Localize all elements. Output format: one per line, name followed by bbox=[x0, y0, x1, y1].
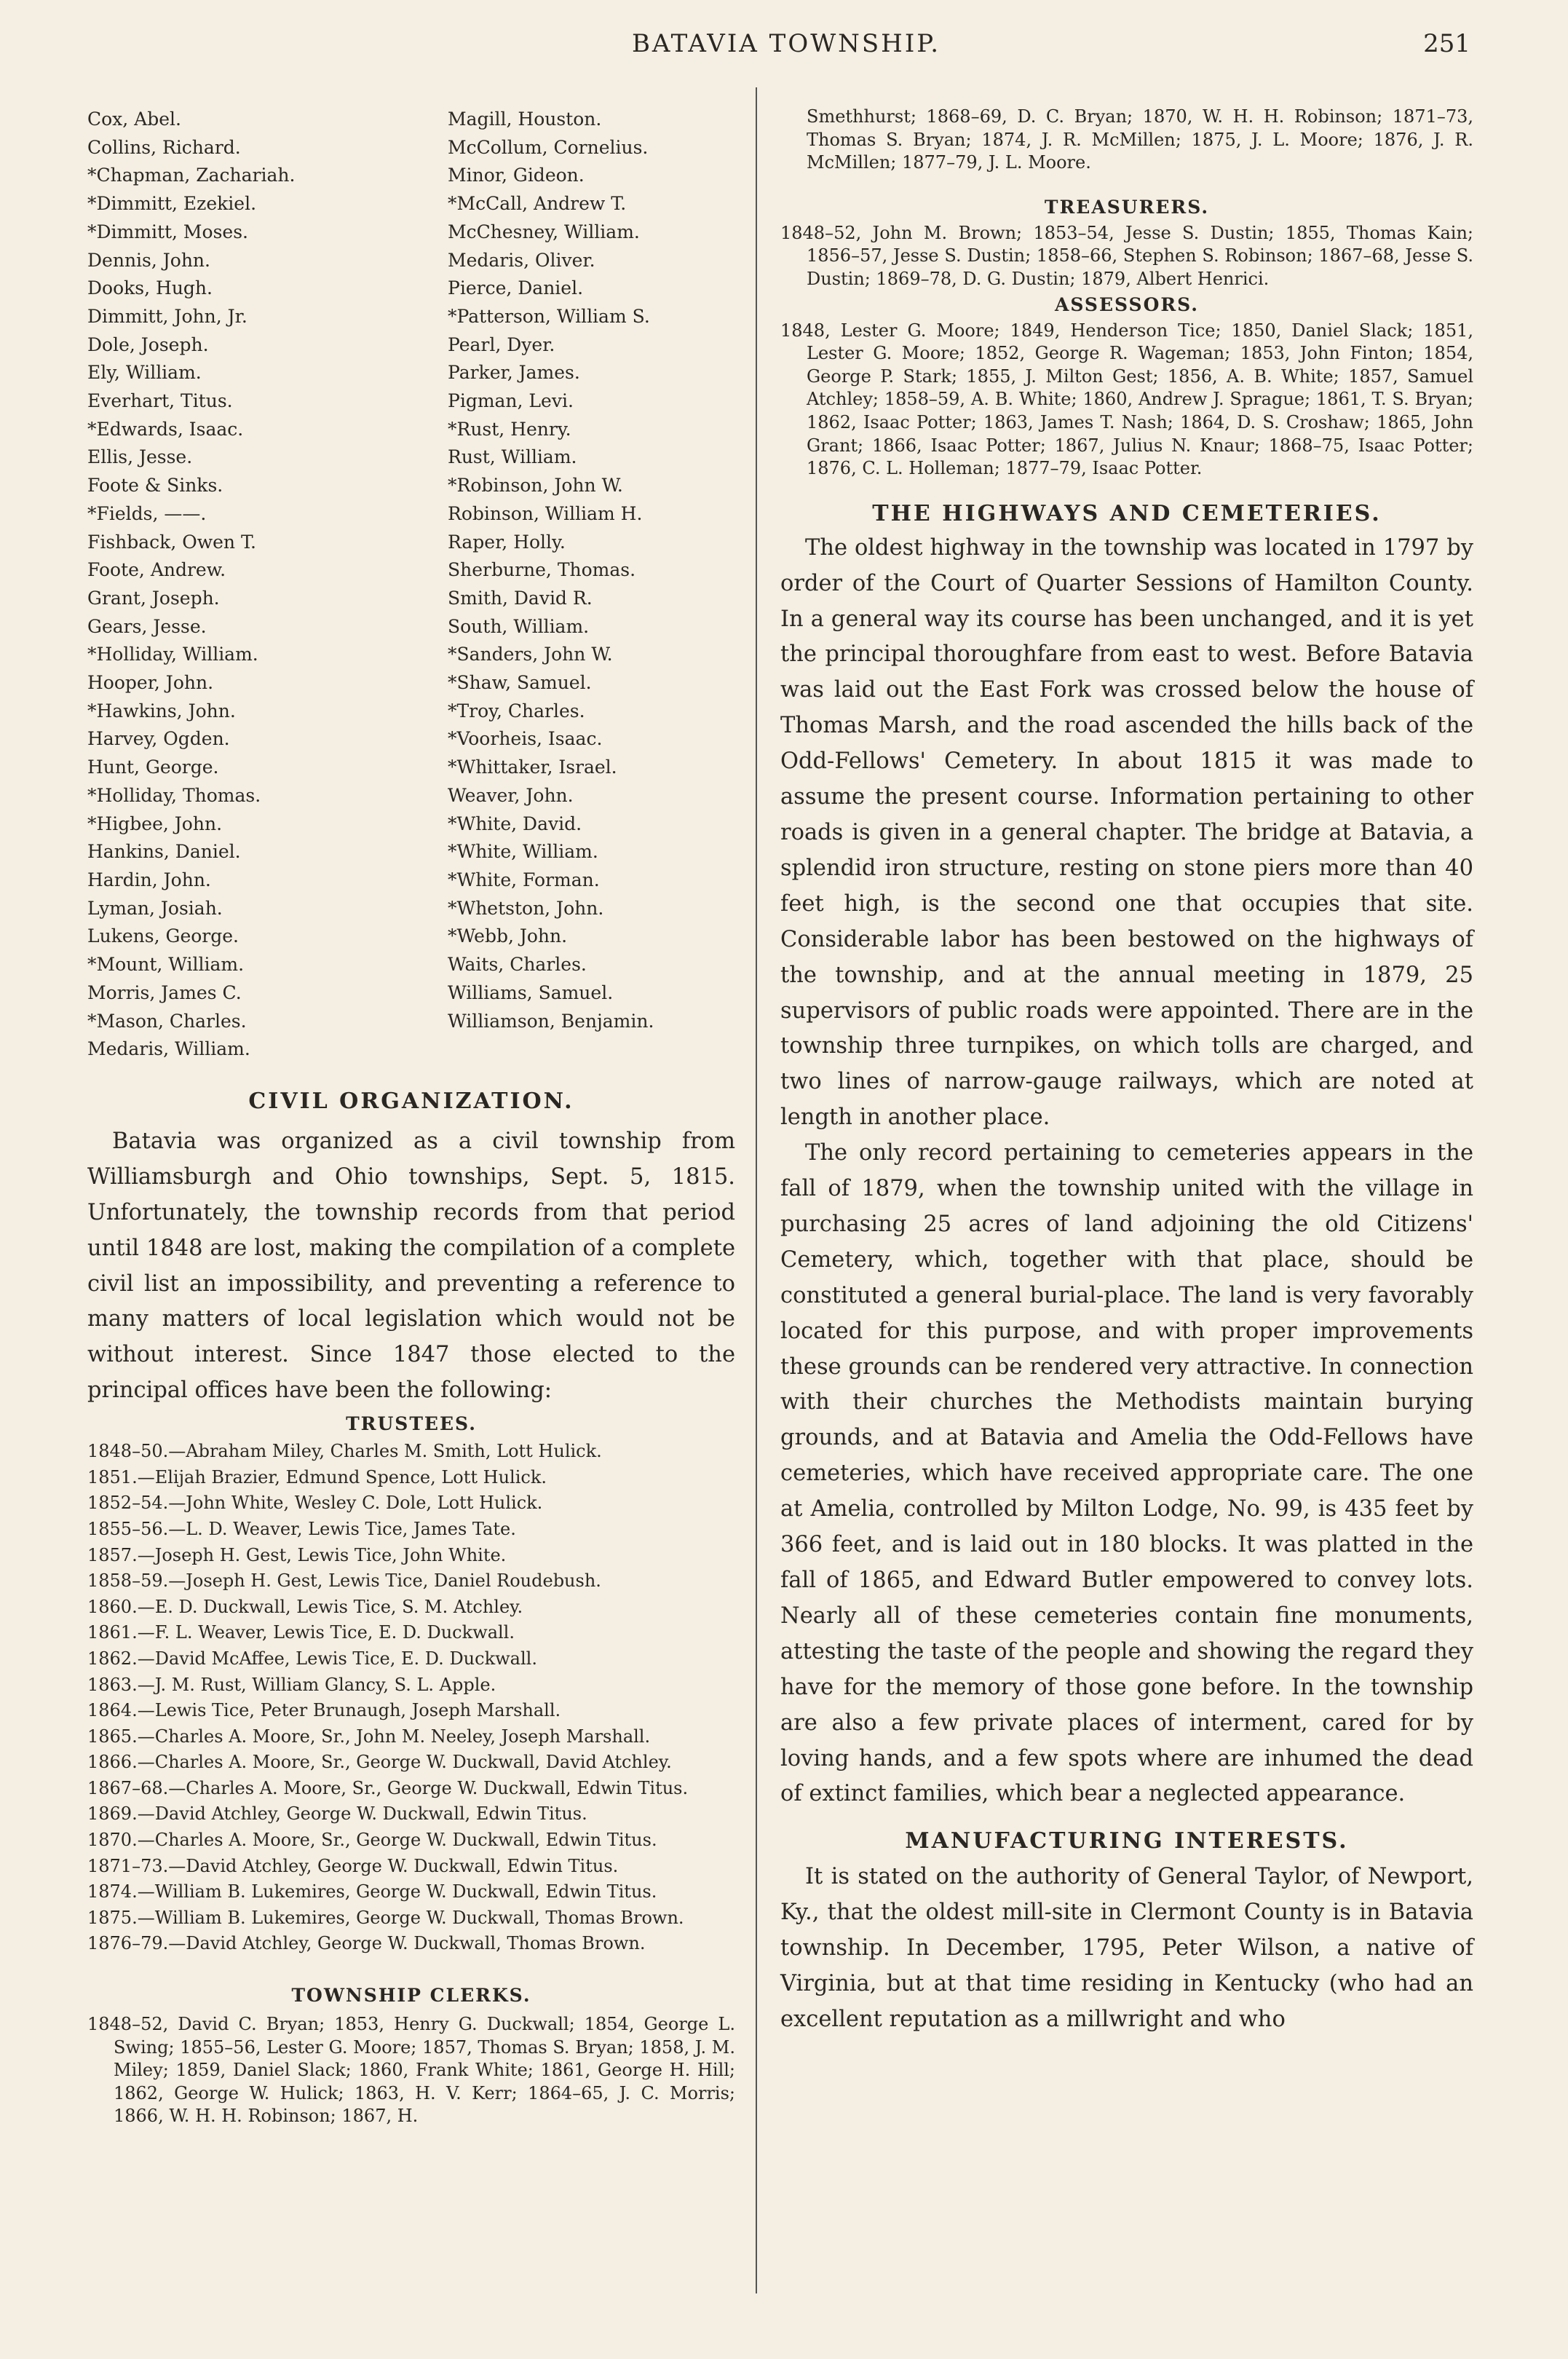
page-number: 251 bbox=[1423, 29, 1470, 58]
name-entry: *Shaw, Samuel. bbox=[448, 672, 592, 694]
trustee-entry: 1862.—David McAffee, Lewis Tice, E. D. Duckwall. bbox=[87, 1648, 537, 1669]
name-entry: *Edwards, Isaac. bbox=[87, 418, 244, 440]
name-entry: Ely, William. bbox=[87, 362, 202, 384]
name-entry: Dooks, Hugh. bbox=[87, 277, 213, 299]
trustee-entry: 1858–59.—Joseph H. Gest, Lewis Tice, Daniel Roudebush. bbox=[87, 1570, 601, 1592]
running-title: BATAVIA TOWNSHIP. bbox=[631, 29, 941, 58]
name-entry: *Fields, ——. bbox=[87, 502, 207, 524]
name-entry: Grant, Joseph. bbox=[87, 587, 220, 609]
township-clerks-text: 1848–52, David C. Bryan; 1853, Henry G. Duckwall; 1854, George L. Swing; 1855–56, Lester G. Moore; 1857, Thomas S. Bryan; 1858, J. M. Miley; 1859, Daniel Slack; 1860, Frank White; 1861, George H. Hill; 1862, George W. Hulick; 1863, H. V. Kerr; 1864–65, J. C. Morris; 1866, W. H. H. Robinson; 1867, H. bbox=[87, 2014, 735, 2127]
assessors-text: 1848, Lester G. Moore; 1849, Henderson Tice; 1850, Daniel Slack; 1851, Lester G. Moore; 1852, George R. Wageman; 1853, John Finton; 1854, George P. Stark; 1855, J. Milton Gest; 1856, A. B. White; 1857, Samuel Atchley; 1858–59, A. B. White; 1860, Andrew J. Sprague; 1861, T. S. Bryan; 1862, Isaac Potter; 1863, James T. Nash; 1864, D. S. Croshaw; 1865, John Grant; 1866, Isaac Potter; 1867, Julius N. Knaur; 1868–75, Isaac Potter; 1876, C. L. Holleman; 1877–79, Isaac Potter. bbox=[780, 320, 1473, 479]
name-entry: *Mason, Charles. bbox=[87, 1010, 247, 1032]
trustee-entry: 1848–50.—Abraham Miley, Charles M. Smith, Lott Hulick. bbox=[87, 1441, 602, 1462]
trustee-entry: 1857.—Joseph H. Gest, Lewis Tice, John White. bbox=[87, 1544, 507, 1565]
name-entry: *Holliday, Thomas. bbox=[87, 784, 261, 806]
name-entry: *Patterson, William S. bbox=[448, 305, 650, 327]
name-entry: Foote & Sinks. bbox=[87, 475, 223, 497]
treasurers-text: 1848–52, John M. Brown; 1853–54, Jesse S. Dustin; 1855, Thomas Kain; 1856–57, Jesse S. Dustin; 1858–66, Stephen S. Robinson; 1867–68, Jesse S. Dustin; 1869–78, D. G. Dustin; 1879, Albert Henrici. bbox=[780, 222, 1473, 289]
name-entry: Magill, Houston. bbox=[448, 108, 602, 130]
name-entry: Hooper, John. bbox=[87, 672, 214, 694]
name-entry: Lyman, Josiah. bbox=[87, 897, 223, 919]
highways-paragraph: The oldest highway in the township was located in 1797 by order of the Court of Quarter Sessions of Hamilton County. In a general way its course has been unchanged, and it is yet the principal thoroughfare from east to west. Before Batavia was laid out the East Fork was crossed below the house of Thomas Marsh, and the road ascended the hills back of the Odd-Fellows' Cemetery. In about 1815 it was made to assume the present course. Information pertaining to other roads is given in a general chapter. The bridge at Batavia, a splendid iron structure, resting on stone piers more than 40 feet high, is the second one that occupies that site. Considerable labor has been bestowed on the highways of the township, and at the annual meeting in 1879, 25 supervisors of public roads were appointed. There are in the township three turnpikes, on which tolls are charged, and two lines of narrow-gauge railways, which are noted at length in another place. bbox=[780, 534, 1473, 1131]
trustee-entry: 1863.—J. M. Rust, William Glancy, S. L. Apple. bbox=[87, 1674, 496, 1695]
name-entry: Pearl, Dyer. bbox=[448, 333, 555, 355]
treasurers-heading: TREASURERS. bbox=[1044, 196, 1210, 218]
name-entry: South, William. bbox=[448, 615, 590, 637]
name-entry: Dennis, John. bbox=[87, 249, 210, 271]
township-clerks-heading: TOWNSHIP CLERKS. bbox=[291, 1985, 531, 2007]
trustee-entry: 1866.—Charles A. Moore, Sr., George W. Duckwall, David Atchley. bbox=[87, 1752, 672, 1773]
name-entry: *Troy, Charles. bbox=[448, 700, 585, 722]
trustee-entry: 1875.—William B. Lukemires, George W. Duckwall, Thomas Brown. bbox=[87, 1907, 684, 1928]
name-entry: Hardin, John. bbox=[87, 869, 211, 890]
name-entry: *Mount, William. bbox=[87, 954, 245, 976]
name-entry: Sherburne, Thomas. bbox=[448, 559, 636, 581]
name-entry: Minor, Gideon. bbox=[448, 165, 585, 186]
name-entry: Smith, David R. bbox=[448, 587, 593, 609]
name-entry: *White, Forman. bbox=[448, 869, 600, 890]
name-entry: *Whetston, John. bbox=[448, 897, 604, 919]
name-entry: Waits, Charles. bbox=[448, 954, 587, 976]
right-column bbox=[780, 106, 1473, 2038]
name-entry: *Hawkins, John. bbox=[87, 700, 236, 722]
name-entry: *White, William. bbox=[448, 841, 598, 863]
civil-organization-paragraph: Batavia was organized as a civil township from Williamsburgh and Ohio townships, Sept. 5, 1815. Unfortunately, the township records from that period until 1848 are lost, making the compilation of a complete civil list an impossibility, and preventing a reference to many matters of local legislation which would not be without interest. Since 1847 those elected to the principal offices have been the following: bbox=[87, 1128, 735, 1404]
name-entry: Hankins, Daniel. bbox=[87, 841, 241, 863]
trustee-entry: 1869.—David Atchley, George W. Duckwall, Edwin Titus. bbox=[87, 1803, 587, 1825]
trustee-entry: 1851.—Elijah Brazier, Edmund Spence, Lott Hulick. bbox=[87, 1466, 547, 1487]
manufacturing-paragraph: It is stated on the authority of General Taylor, of Newport, Ky., that the oldest mill-site in Clermont County is in Batavia township. In December, 1795, Peter Wilson, a native of Virginia, but at that time residing in Kentucky (who had an excellent reputation as a millwright and who bbox=[780, 1864, 1473, 2032]
name-list-column-a bbox=[87, 106, 448, 1064]
name-entry: Cox, Abel. bbox=[87, 108, 181, 130]
name-entry: Dole, Joseph. bbox=[87, 333, 209, 355]
name-entry: Rust, William. bbox=[448, 446, 577, 468]
name-entry: Gears, Jesse. bbox=[87, 615, 207, 637]
name-entry: McCollum, Cornelius. bbox=[448, 136, 649, 158]
trustees-list bbox=[87, 1439, 735, 1957]
name-entry: Lukens, George. bbox=[87, 925, 239, 947]
name-entry: Hunt, George. bbox=[87, 756, 219, 778]
name-entry: Morris, James C. bbox=[87, 981, 242, 1003]
name-entry: Dimmitt, John, Jr. bbox=[87, 305, 248, 327]
trustee-entry: 1865.—Charles A. Moore, Sr., John M. Neeley, Joseph Marshall. bbox=[87, 1726, 651, 1747]
trustee-entry: 1864.—Lewis Tice, Peter Brunaugh, Joseph Marshall. bbox=[87, 1700, 561, 1721]
manufacturing-heading: MANUFACTURING INTERESTS. bbox=[905, 1828, 1349, 1854]
name-entry: Robinson, William H. bbox=[448, 502, 643, 524]
name-entry: *Holliday, William. bbox=[87, 644, 258, 665]
name-entry: *Rust, Henry. bbox=[448, 418, 571, 440]
cemeteries-paragraph: The only record pertaining to cemeteries appears in the fall of 1879, when the township united with the village in purchasing 25 acres of land adjoining the old Citizens' Cemetery, which, together with that place, should be constituted a general burial-place. The land is very favorably located for this purpose, and with proper improvements these grounds can be rendered very attractive. In connection with their churches the Methodists maintain burying grounds, and at Batavia and Amelia the Odd-Fellows have cemeteries, which have received appropriate care. The one at Amelia, controlled by Milton Lodge, No. 99, is 435 feet by 366 feet, and is laid out in 180 blocks. It was platted in the fall of 1865, and Edward Butler empowered to convey lots. Nearly all of these cemeteries contain fine monuments, attesting the taste of the people and showing the regard they have for the memory of those gone before. In the township are also a few private places of interment, cared for by loving hands, and a few spots where are inhumed the dead of extinct families, which bear a neglected appearance. bbox=[780, 1140, 1473, 1807]
name-entry: Fishback, Owen T. bbox=[87, 531, 256, 553]
name-entry: McChesney, William. bbox=[448, 221, 640, 242]
name-entry: *Higbee, John. bbox=[87, 813, 223, 834]
name-entry: Weaver, John. bbox=[448, 784, 574, 806]
trustee-entry: 1876–79.—David Atchley, George W. Duckwall, Thomas Brown. bbox=[87, 1933, 646, 1954]
name-entry: Collins, Richard. bbox=[87, 136, 241, 158]
name-entry: Everhart, Titus. bbox=[87, 390, 233, 412]
name-list-column-b bbox=[448, 106, 654, 1064]
name-entry: Medaris, William. bbox=[87, 1038, 250, 1060]
trustee-entry: 1852–54.—John White, Wesley C. Dole, Lott Hulick. bbox=[87, 1493, 543, 1514]
name-entry: *Voorheis, Isaac. bbox=[448, 728, 603, 750]
highways-cemeteries-heading: THE HIGHWAYS AND CEMETERIES. bbox=[872, 500, 1382, 526]
civil-organization-heading: CIVIL ORGANIZATION. bbox=[248, 1088, 574, 1114]
name-entry: Williamson, Benjamin. bbox=[448, 1010, 654, 1032]
name-entry: *Dimmitt, Moses. bbox=[87, 221, 248, 242]
name-entry: *White, David. bbox=[448, 813, 582, 834]
trustee-entry: 1861.—F. L. Weaver, Lewis Tice, E. D. Duckwall. bbox=[87, 1622, 515, 1643]
left-column bbox=[87, 106, 735, 2128]
name-entry: Harvey, Ogden. bbox=[87, 728, 230, 750]
name-entry: Pierce, Daniel. bbox=[448, 277, 584, 299]
page-header bbox=[87, 25, 1485, 68]
township-clerks-continued: Smethhurst; 1868–69, D. C. Bryan; 1870, W. H. H. Robinson; 1871–73, Thomas S. Bryan; 1874, J. R. McMillen; 1875, J. L. Moore; 1876, J. R. McMillen; 1877–79, J. L. Moore. bbox=[807, 106, 1473, 173]
trustee-entry: 1874.—William B. Lukemires, George W. Duckwall, Edwin Titus. bbox=[87, 1881, 657, 1902]
trustees-heading: TRUSTEES. bbox=[346, 1413, 477, 1435]
name-entry: Foote, Andrew. bbox=[87, 559, 226, 581]
name-entry: *Dimmitt, Ezekiel. bbox=[87, 193, 257, 215]
name-entry: Parker, James. bbox=[448, 362, 580, 384]
name-entry: *Chapman, Zachariah. bbox=[87, 165, 296, 186]
name-entry: Ellis, Jesse. bbox=[87, 446, 193, 468]
name-list bbox=[87, 106, 735, 1064]
name-entry: *Webb, John. bbox=[448, 925, 568, 947]
assessors-heading: ASSESSORS. bbox=[1055, 293, 1199, 315]
trustee-entry: 1871–73.—David Atchley, George W. Duckwall, Edwin Titus. bbox=[87, 1855, 619, 1876]
trustee-entry: 1867–68.—Charles A. Moore, Sr., George W. Duckwall, Edwin Titus. bbox=[87, 1777, 689, 1798]
name-entry: Pigman, Levi. bbox=[448, 390, 574, 412]
name-entry: *Whittaker, Israel. bbox=[448, 756, 617, 778]
trustee-entry: 1860.—E. D. Duckwall, Lewis Tice, S. M. Atchley. bbox=[87, 1596, 523, 1617]
trustee-entry: 1855–56.—L. D. Weaver, Lewis Tice, James Tate. bbox=[87, 1518, 516, 1539]
name-entry: *Robinson, John W. bbox=[448, 475, 623, 497]
name-entry: Medaris, Oliver. bbox=[448, 249, 595, 271]
column-divider bbox=[756, 87, 757, 2293]
name-entry: Raper, Holly. bbox=[448, 531, 566, 553]
name-entry: Williams, Samuel. bbox=[448, 981, 614, 1003]
name-entry: *McCall, Andrew T. bbox=[448, 193, 627, 215]
trustee-entry: 1870.—Charles A. Moore, Sr., George W. Duckwall, Edwin Titus. bbox=[87, 1830, 657, 1851]
name-entry: *Sanders, John W. bbox=[448, 644, 613, 665]
